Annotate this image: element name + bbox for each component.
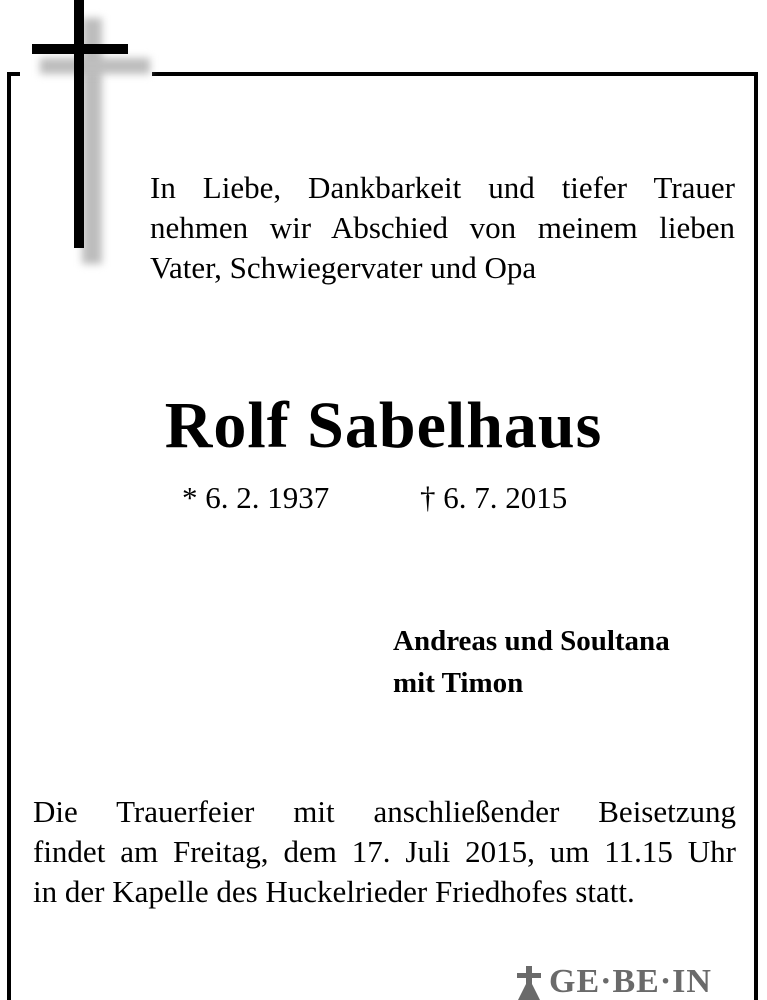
intro-line-2: nehmen wir Abschied von meinem lieben [150, 210, 735, 245]
family-signature [393, 620, 670, 704]
cross-shadow-vertical [82, 18, 102, 264]
cross-horizontal-bar [32, 44, 128, 54]
intro-line-3: Vater, Schwiegervater und Opa [150, 250, 537, 285]
death-date: † 6. 7. 2015 [420, 480, 568, 515]
birth-date: * 6. 2. 1937 [182, 480, 330, 515]
intro-line-1: In Liebe, Dankbarkeit und tiefer Trauer [150, 170, 735, 205]
service-line-3: in der Kapelle des Huckelrieder Friedhofes statt. [33, 874, 635, 909]
cross-figure-icon [515, 966, 543, 1000]
service-line-2: findet am Freitag, dem 17. Juli 2015, um 11.15 Uhr [33, 834, 736, 869]
funeral-service-text [33, 792, 736, 912]
family-line-2: mit Timon [393, 667, 524, 699]
deceased-name: Rolf Sabelhaus [164, 389, 603, 462]
cross-vertical-bar [74, 0, 84, 248]
cross-shadow-horizontal [40, 58, 150, 74]
service-line-1: Die Trauerfeier mit anschließender Beisetzung [33, 794, 736, 829]
publisher-logo-text: GE·BE·IN [549, 963, 712, 1000]
family-line-1: Andreas und Soultana [393, 625, 670, 657]
publisher-logo [515, 963, 712, 1000]
intro-text [150, 168, 735, 288]
